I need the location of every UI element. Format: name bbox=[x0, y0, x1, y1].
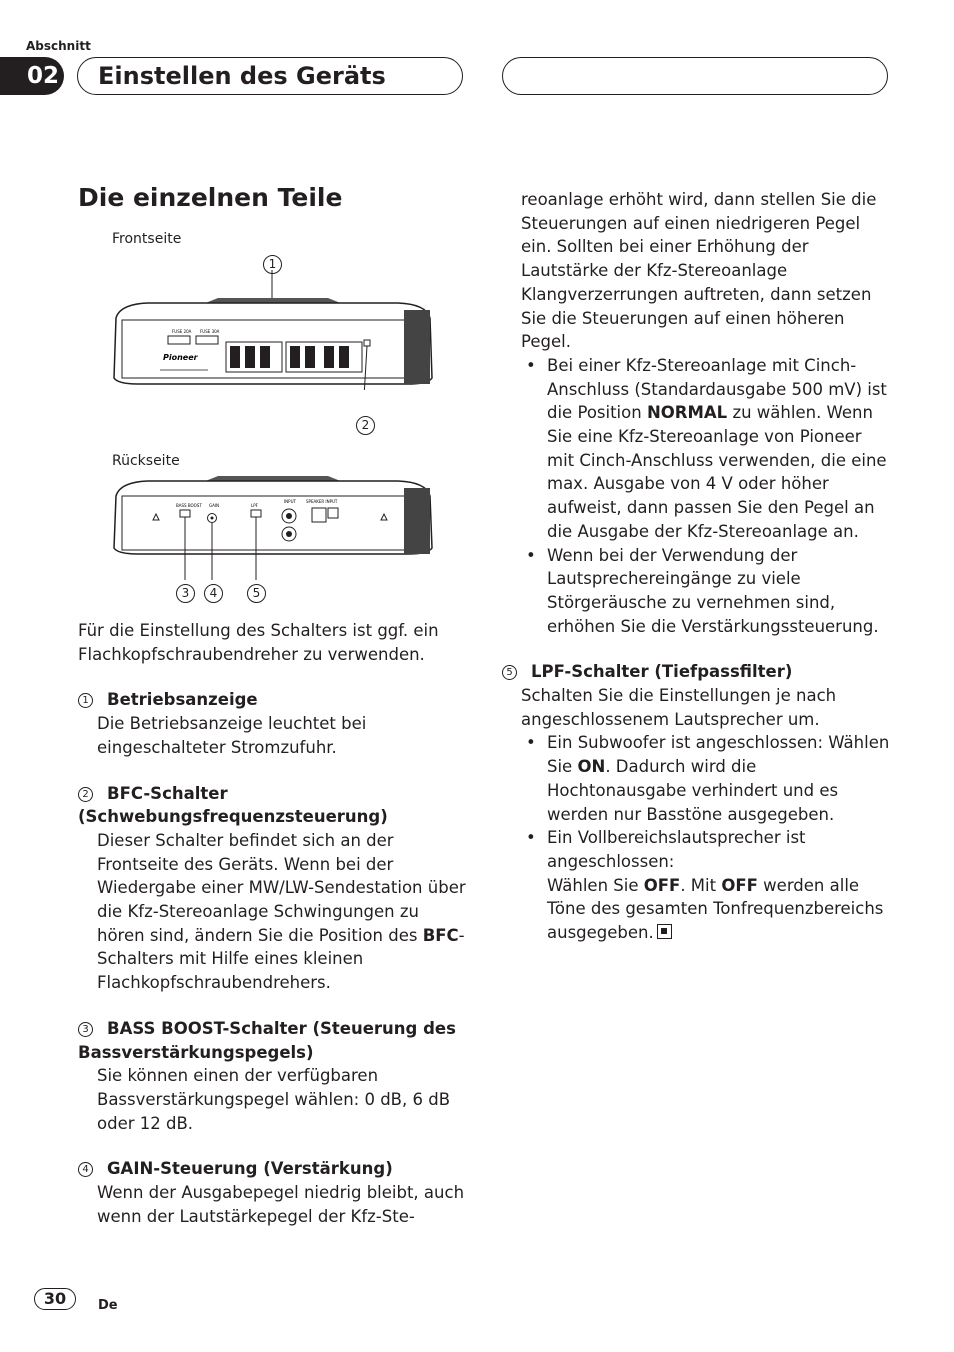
gain-bullet-1-b: zu wählen. Wenn Sie eine Kfz-Stereoanlage von Pioneer mit Cinch-Anschluss verwenden, die eine max. Ausgabe von 4 V oder höher aufweist, dann passen Sie den Pegel an die Ausgabe der Kfz-Stereoanlage an. bbox=[547, 403, 887, 541]
end-of-section-icon bbox=[657, 924, 672, 939]
rear-gain-label: GAIN bbox=[209, 503, 220, 508]
gain-bullet-2: • Wenn bei der Verwendung der Lautsprechereingänge zu viele Störgeräusche zu vernehmen sind, erhöhen Sie die Verstärkungssteuerung. bbox=[521, 544, 891, 639]
item-1-title-text: Betriebsanzeige bbox=[107, 690, 258, 710]
item-4-number: 4 bbox=[78, 1162, 93, 1177]
rear-speaker-label: SPEAKER INPUT bbox=[306, 499, 338, 504]
lpf-bullet-1-b: . Dadurch wird die Hochtonausgabe verhindert und es werden nur Basstöne ausgegeben. bbox=[547, 757, 839, 824]
rear-panel-illustration bbox=[108, 472, 438, 582]
lpf-bullet-1 bbox=[521, 731, 891, 826]
front-fuse2-label: FUSE 30A bbox=[200, 329, 220, 334]
lpf-bullet-1-bold: ON bbox=[577, 757, 606, 777]
page-number: 30 bbox=[34, 1288, 76, 1310]
front-panel-illustration bbox=[108, 270, 438, 390]
gain-bullet-1-a: Bei einer Kfz-Stereoanlage mit Cinch-Anschluss (Standardausgabe 500 mV) ist die Position bbox=[547, 355, 887, 423]
item-5-number: 5 bbox=[502, 665, 517, 680]
lpf-bullet-2-b: Wählen Sie bbox=[547, 875, 644, 895]
gain-continuation: reoanlage erhöht wird, dann stellen Sie die Steuerungen auf einen niedrigeren Pegel ein. Sollten bei einer Erhöhung der Lautstärke der Kfz-Stereoanlage Klangverzerrungen auftreten, dann setzen Sie die Steuerungen auf einen höheren Pegel. bbox=[521, 190, 877, 352]
rear-input-label: INPUT bbox=[284, 499, 296, 504]
left-column bbox=[78, 619, 468, 1228]
callout-3: 3 bbox=[176, 584, 195, 603]
item-4-text: Wenn der Ausgabepegel niedrig bleibt, auch wenn der Lautstärkepegel der Kfz-Ste- bbox=[97, 1183, 465, 1226]
item-2-text-b: -Schalters mit Hilfe eines kleinen Flachkopfschraubendrehers. bbox=[97, 925, 465, 993]
front-caption: Frontseite bbox=[112, 231, 182, 247]
item-2-title-text: BFC-Schalter (Schwebungsfrequenzsteuerung) bbox=[78, 783, 388, 827]
item-1-title bbox=[78, 688, 468, 712]
callout-2: 2 bbox=[356, 416, 375, 435]
language-code: De bbox=[98, 1298, 118, 1313]
item-2-number: 2 bbox=[78, 787, 93, 802]
lpf-bullet-1-a: Ein Subwoofer ist angeschlossen: Wählen Sie bbox=[547, 733, 890, 777]
item-4-title-text: GAIN-Steuerung (Verstärkung) bbox=[107, 1159, 393, 1179]
item-3-text: Sie können einen der verfügbaren Bassverstärkungspegel wählen: 0 dB, 6 dB oder 12 dB. bbox=[97, 1066, 451, 1133]
empty-header-pill bbox=[502, 57, 888, 95]
lpf-bullet-2-c: . Mit bbox=[680, 875, 722, 895]
lpf-bullet-2-a: Ein Vollbereichslautsprecher ist angeschlossen: bbox=[547, 828, 806, 871]
right-column bbox=[506, 188, 891, 945]
lpf-bullet-2-d: werden alle Töne des gesamten Tonfrequenzbereichs ausgegeben. bbox=[547, 875, 884, 943]
callout-5: 5 bbox=[247, 584, 266, 603]
chapter-title: Einstellen des Geräts bbox=[98, 62, 386, 90]
brand-logo: Pioneer bbox=[163, 353, 198, 362]
item-1-number: 1 bbox=[78, 693, 93, 708]
section-label: Abschnitt bbox=[26, 39, 91, 53]
gain-bullet-1-bold: NORMAL bbox=[646, 403, 728, 423]
lpf-bullet-2 bbox=[521, 826, 891, 945]
rear-caption: Rückseite bbox=[112, 453, 180, 469]
chapter-number-badge: 02 bbox=[0, 57, 64, 95]
item-2-text-a: Dieser Schalter befindet sich an der Frontseite des Geräts. Wenn bei der Wiedergabe einer MW/LW-Sendestation über die Kfz-Stereoanlage Schwingungen zu hören sind, ändern Sie die Position des bbox=[97, 830, 466, 945]
item-2-text bbox=[78, 829, 468, 995]
lpf-bullet-2-bold1: OFF bbox=[643, 875, 681, 895]
item-3-title bbox=[78, 1017, 468, 1064]
rear-bass-label: BASS BOOST bbox=[176, 503, 202, 508]
front-fuse1-label: FUSE 20A bbox=[172, 329, 192, 334]
lpf-bullet-2-bold2: OFF bbox=[721, 875, 758, 895]
item-4-title bbox=[78, 1157, 468, 1181]
intro-text: Für die Einstellung des Schalters ist ggf. ein Flachkopfschraubendreher zu verwenden. bbox=[78, 621, 439, 664]
item-3-title-text: BASS BOOST-Schalter (Steuerung des Bassverstärkungspegels) bbox=[78, 1018, 456, 1062]
rear-lpf-label: LPF bbox=[251, 503, 258, 508]
item-3-number: 3 bbox=[78, 1022, 93, 1037]
item-2-bold: BFC bbox=[422, 925, 459, 945]
item-5-title-text: LPF-Schalter (Tiefpassfilter) bbox=[531, 662, 793, 682]
item-1-text: Die Betriebsanzeige leuchtet bei eingeschalteter Stromzufuhr. bbox=[97, 714, 367, 757]
page-heading: Die einzelnen Teile bbox=[78, 183, 343, 212]
item-5-title bbox=[502, 660, 891, 684]
item-2-title bbox=[78, 782, 468, 829]
item-5-text: Schalten Sie die Einstellungen je nach angeschlossenem Lautsprecher um. bbox=[521, 686, 837, 729]
gain-bullet-1 bbox=[521, 354, 891, 544]
callout-1: 1 bbox=[263, 255, 282, 274]
callout-4: 4 bbox=[204, 584, 223, 603]
